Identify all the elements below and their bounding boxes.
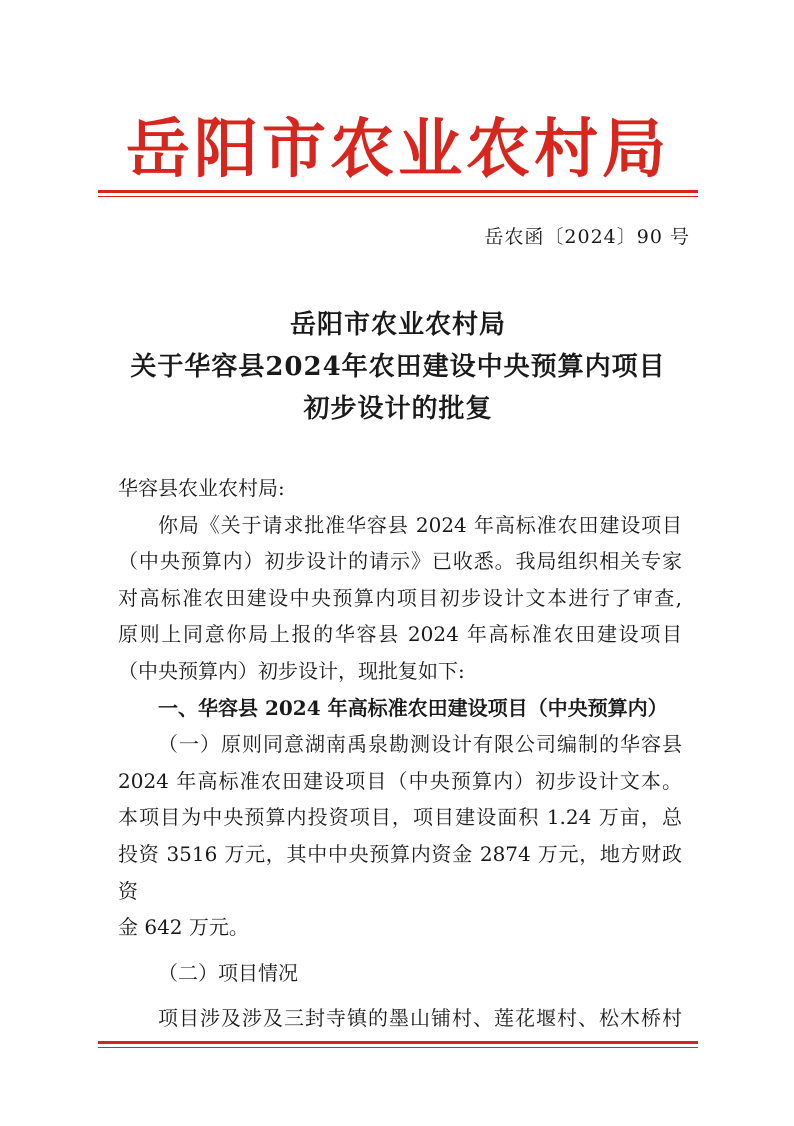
title-line-2: 关于华容县2024年农田建设中央预算内项目	[130, 352, 666, 382]
item-1-line-3: 本项目为中央预算内投资项目，项目建设面积 1.24 万亩，总	[118, 805, 682, 830]
item-1-line-2: 2024 年高标准农田建设项目（中央预算内）初步设计文本。	[118, 768, 682, 793]
document-body	[118, 470, 682, 1037]
footer-rule-thick	[98, 1041, 698, 1044]
masthead-title: 岳阳市农业农村局	[126, 112, 670, 187]
intro-line-5: （中央预算内）初步设计，现批复如下:	[118, 658, 465, 683]
paragraph-gap	[118, 991, 682, 1000]
item-1-line-5: 金 642 万元。	[118, 915, 249, 940]
intro-line-3: 对高标准农田建设中央预算内项目初步设计文本进行了审查,	[118, 585, 682, 610]
masthead-rule-thick	[98, 190, 698, 193]
title-line-1: 岳阳市农业农村局	[289, 310, 506, 340]
item-2-heading: （二）项目情况	[158, 960, 298, 985]
intro-line-2: （中央预算内）初步设计的请示》已收悉。我局组织相关专家	[118, 549, 682, 574]
footer-rule-thin	[98, 1047, 698, 1048]
item-2-text: 项目涉及涉及三封寺镇的墨山铺村、莲花堰村、松木桥村	[158, 1006, 682, 1031]
item-1-line-4: 投资 3516 万元，其中中央预算内资金 2874 万元，地方财政资	[118, 841, 682, 903]
masthead-rule-thin	[98, 196, 698, 197]
intro-line-4: 原则上同意你局上报的华容县 2024 年高标准农田建设项目	[118, 622, 682, 647]
document-title	[98, 304, 698, 430]
document-number: 岳农函〔2024〕90 号	[484, 226, 690, 248]
section-1-heading: 一、华容县 2024 年高标准农田建设项目（中央预算内）	[158, 695, 668, 720]
addressee: 华容县农业农村局:	[118, 476, 285, 500]
paragraph-gap	[118, 946, 682, 955]
item-1-line-1: （一）原则同意湖南禹泉勘测设计有限公司编制的华容县	[158, 732, 682, 757]
title-line-3: 初步设计的批复	[303, 394, 493, 424]
intro-line-1: 你局《关于请求批准华容县 2024 年高标准农田建设项目	[158, 512, 682, 537]
